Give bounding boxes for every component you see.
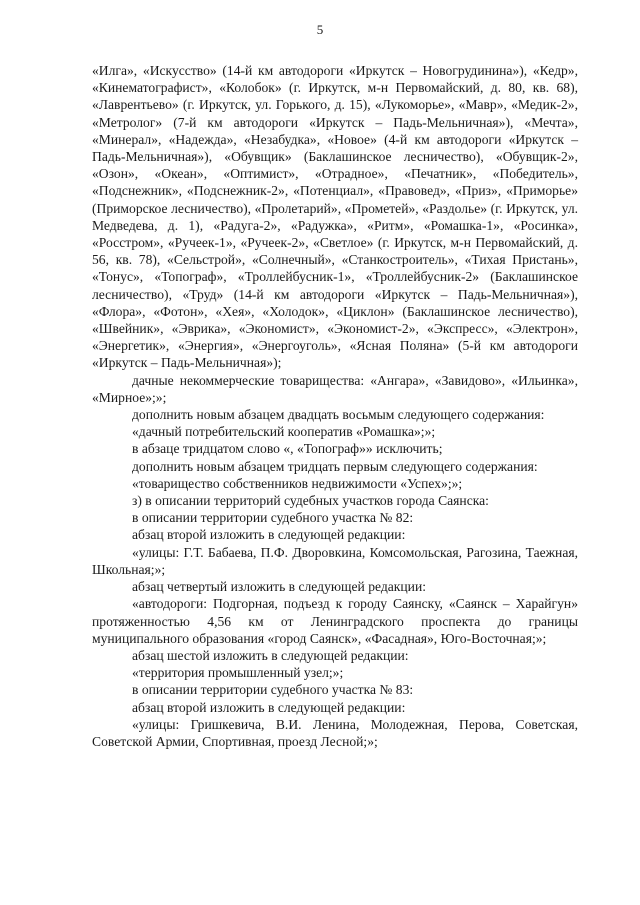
paragraph: «Илга», «Искусство» (14-й км автодороги «Иркутск – Новогрудинина»), «Кедр», «Кинематографист», «Колобок» (г. Иркутск, м-н Первомайский, д. 80, кв. 68), «Лаврентьево» (г. Иркутск, ул. Горького, д. 15), «Лукоморье», «Мавр», «Медик-2», «Метролог» (7-й км автодороги «Иркутск – Падь-Мельничная»), «Мечта», «Минерал», «Надежда», «Незабудка», «Новое» (4-й км автодороги «Иркутск – Падь-Мельничная»), «Обувщик» (Баклашинское лесничество), «Обувщик-2», «Озон», «Океан», «Оптимист», «Отрадное», «Печатник», «Победитель», «Подснежник», «Подснежник-2», «Потенциал», «Правовед», «Приз», «Приморье» (Приморское лесничество), «Пролетарий», «Прометей», «Раздолье» (г. Иркутск, ул. Медведева, д. 1), «Радуга-2», «Радужка», «Ритм», «Ромашка-1», «Росинка», «Росстром», «Ручеек-1», «Ручеек-2», «Светлое» (г. Иркутск, м-н Первомайский, д. 56, кв. 78), «Сельстрой», «Солнечный», «Станкостроитель», «Тихая Пристань», «Тонус», «Топограф», «Троллейбусник-1», «Троллейбусник-2» (Баклашинское лесничество), «Труд» (14-й км автодороги «Иркутск – Падь-Мельничная»), «Флора», «Фотон», «Хея», «Холодок», «Циклон» (Баклашинское лесничество), «Швейник», «Эврика», «Экономист», «Экономист-2», «Экспресс», «Электрон», «Энергетик», «Энергия», «Энергоуголь», «Ясная Поляна» (5-й км автодороги «Иркутск – Падь-Мельничная»); [92,63,578,371]
paragraph: з) в описании территорий судебных участков города Саянска: [132,493,489,509]
paragraph: в абзаце тридцатом слово «, «Топограф»» исключить; [132,441,443,457]
paragraph: абзац четвертый изложить в следующей редакции: [132,579,427,595]
paragraph: абзац второй изложить в следующей редакции: [132,699,406,715]
paragraph: абзац шестой изложить в следующей редакции: [132,647,409,663]
paragraph: дачные некоммерческие товарищества: «Ангара», «Завидово», «Ильинка», «Мирное»;»; [92,372,578,405]
paragraph: в описании территории судебного участка № 83: [132,682,414,698]
paragraph: дополнить новым абзацем двадцать восьмым следующего содержания: [132,407,545,423]
document-body [92,62,578,750]
page-number: 5 [316,22,324,37]
paragraph: «дачный потребительский кооператив «Ромашка»;»; [132,424,436,440]
paragraph: «улицы: Гришкевича, В.И. Ленина, Молодежная, Перова, Советская, Советской Армии, Спортивная, проезд Лесной;»; [92,716,578,749]
paragraph: дополнить новым абзацем тридцать первым следующего содержания: [132,458,538,474]
paragraph: «территория промышленный узел;»; [132,665,344,681]
paragraph: «товарищество собственников недвижимости «Успех»;»; [132,475,463,491]
paragraph: в описании территории судебного участка № 82: [132,510,414,526]
paragraph: «улицы: Г.Т. Бабаева, П.Ф. Дворовкина, Комсомольская, Рагозина, Таежная, Школьная;»; [92,544,578,577]
paragraph: абзац второй изложить в следующей редакции: [132,527,406,543]
paragraph: «автодороги: Подгорная, подъезд к городу Саянску, «Саянск – Харайгун» протяженностью 4,56 км от Ленинградского проспекта до границы муниципального образования «город Саянск», «Фасадная», Юго-Восточная;»; [92,596,578,646]
